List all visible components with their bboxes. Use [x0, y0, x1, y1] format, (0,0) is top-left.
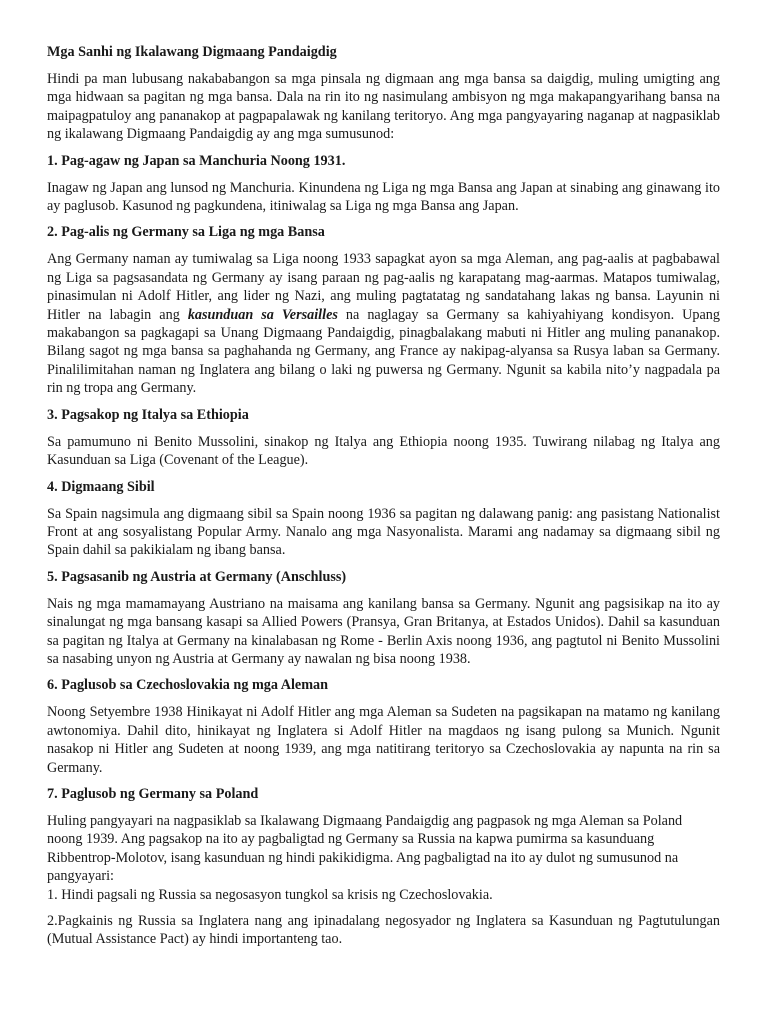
document-title: Mga Sanhi ng Ikalawang Digmaang Pandaigdig [47, 44, 337, 60]
section-body-5: Nais ng mga mamamayang Austriano na maisama ang kanilang bansa sa Germany. Ngunit ang pagsisikap na ito ay sinalungat ng mga bansang kasapi sa Allied Powers (Pransya, Gran Britanya, at Estados Unidos). Dahil sa kasunduan sa pagitan ng Italya at Germany na kinalabasan ng Rome - Berlin Axis noong 1936, ang pagtutol ni Benito Mussolini sa nasabing unyon ng Austria at Germany ay nawalan ng bisa noong 1938. [47, 595, 720, 667]
section-heading-3: 3. Pagsakop ng Italya sa Ethiopia [47, 406, 249, 423]
list-item-1: 1. Hindi pagsali ng Russia sa negosasyon tungkol sa krisis ng Czechoslovakia. [47, 886, 493, 903]
section-heading-1: 1. Pag-agaw ng Japan sa Manchuria Noong 1931. [47, 152, 346, 169]
section-body-1: Inagaw ng Japan ang lunsod ng Manchuria. Kinundena ng Liga ng mga Bansa ang Japan at sinabing ang ginawang ito ay paglusob. Kasunod ng pagkundena, itiniwalag sa Liga ng mga Bansa ang Japan. [47, 179, 720, 215]
section-body-2-part-2: na naglagay sa Germany sa kahiyahiyang kondisyon. Upang makabangon sa pagkagapi sa Unang Digmaang Pandaigdig, pinagbalakang mabuti ni Hitler ang muling pananakop. Bilang sagot ng mga bansa sa paghahanda ng Germany, ang France ay nakipag-alyansa sa Rusya laban sa Germany. Pinalilimitahan naman ng Inglatera ang bilang o laki ng puwersa ng Germany. Ngunit sa kabila nito’y nagpadala pa rin ng tropa ang Germany. [47, 306, 720, 397]
section-body-2-part-1: Ang Germany naman ay tumiwalag sa Liga noong 1933 sapagkat ayon sa mga Aleman, ang pag-aalis at pagbabawal ng Liga sa pagsasandata ng Germany ay isang paraan ng pag-aalis ng karapatang mag-aarmas. Matapos tumiwalag, pinasimulan ni Adolf Hitler, ang lider ng Nazi, ang muling pagtatatag ng sandatahang lakas ng bansa. Layunin ni Hitler na labagin ang [47, 251, 720, 323]
section-heading-6: 6. Paglusob sa Czechoslovakia ng mga Aleman [47, 677, 329, 694]
section-body-3: Sa pamumuno ni Benito Mussolini, sinakop ng Italya ang Ethiopia noong 1935. Tuwirang nilabag ng Italya ang Kasunduan sa Liga (Covenant of the League). [47, 433, 720, 469]
versailles-emphasis: kasunduan sa Versailles [187, 306, 338, 323]
section-body-4: Sa Spain nagsimula ang digmaang sibil sa Spain noong 1936 sa pagitan ng dalawang panig: ang pasistang Nationalist Front at ang sosyalistang Popular Army. Nanalo ang mga Nasyonalista. Marami ang nadamay sa digmaang sibil ng Spain dahil sa pakikialam ng ibang bansa. [47, 505, 720, 559]
section-heading-2: 2. Pag-alis ng Germany sa Liga ng mga Bansa [47, 224, 325, 241]
section-body-2 [47, 250, 720, 397]
section-body-7: Huling pangyayari na nagpasiklab sa Ikalawang Digmaang Pandaigdig ang pagpasok ng mga Aleman sa Poland noong 1939. Ang pagsakop na ito ay pagbaligtad ng Germany sa Russia na kapwa pumirma sa kasunduang Ribbentrop-Molotov, isang kasunduan ng hindi pakikidigma. Ang pagbaligtad na ito ay dulot ng sumusunod na pangyayari: [47, 812, 683, 885]
section-heading-7: 7. Paglusob ng Germany sa Poland [47, 785, 259, 802]
section-heading-5: 5. Pagsasanib ng Austria at Germany (Anschluss) [47, 568, 347, 585]
intro-paragraph: Hindi pa man lubusang nakababangon sa mga pinsala ng digmaan ang mga bansa sa daigdig, muling umigting ang mga hidwaan sa pagitan ng mga bansa. Dala na rin ito ng nasimulang ambisyon ng mga makapangyarihang bansa na maipagpatuloy ang pananakop at pagpapalawak ng kanilang teritoryo. Ang mga pangyayaring naganap at nagpasiklab ng ikalawang Digmaang Pandaigdig ay ang mga sumusunod: [47, 71, 720, 143]
section-body-6: Noong Setyembre 1938 Hinikayat ni Adolf Hitler ang mga Aleman sa Sudeten na pagsikapan na matamo ng kanilang awtonomiya. Dahil dito, hinikayat ng Inglatera si Adolf Hitler na magdaos ng isang pulong sa Munich. Ngunit nasakop ni Hitler ang Sudeten at noong 1939, ang mga natitirang teritoryo sa Czechoslovakia ay napunta na rin sa Germany. [47, 704, 720, 776]
section-heading-4: 4. Digmaang Sibil [47, 478, 155, 495]
list-item-2: 2.Pagkainis ng Russia sa Inglatera nang ang ipinadalang negosyador ng Inglatera sa Kasunduan ng Pagtutulungan (Mutual Assistance Pact) ay hindi importanteng tao. [47, 913, 720, 948]
